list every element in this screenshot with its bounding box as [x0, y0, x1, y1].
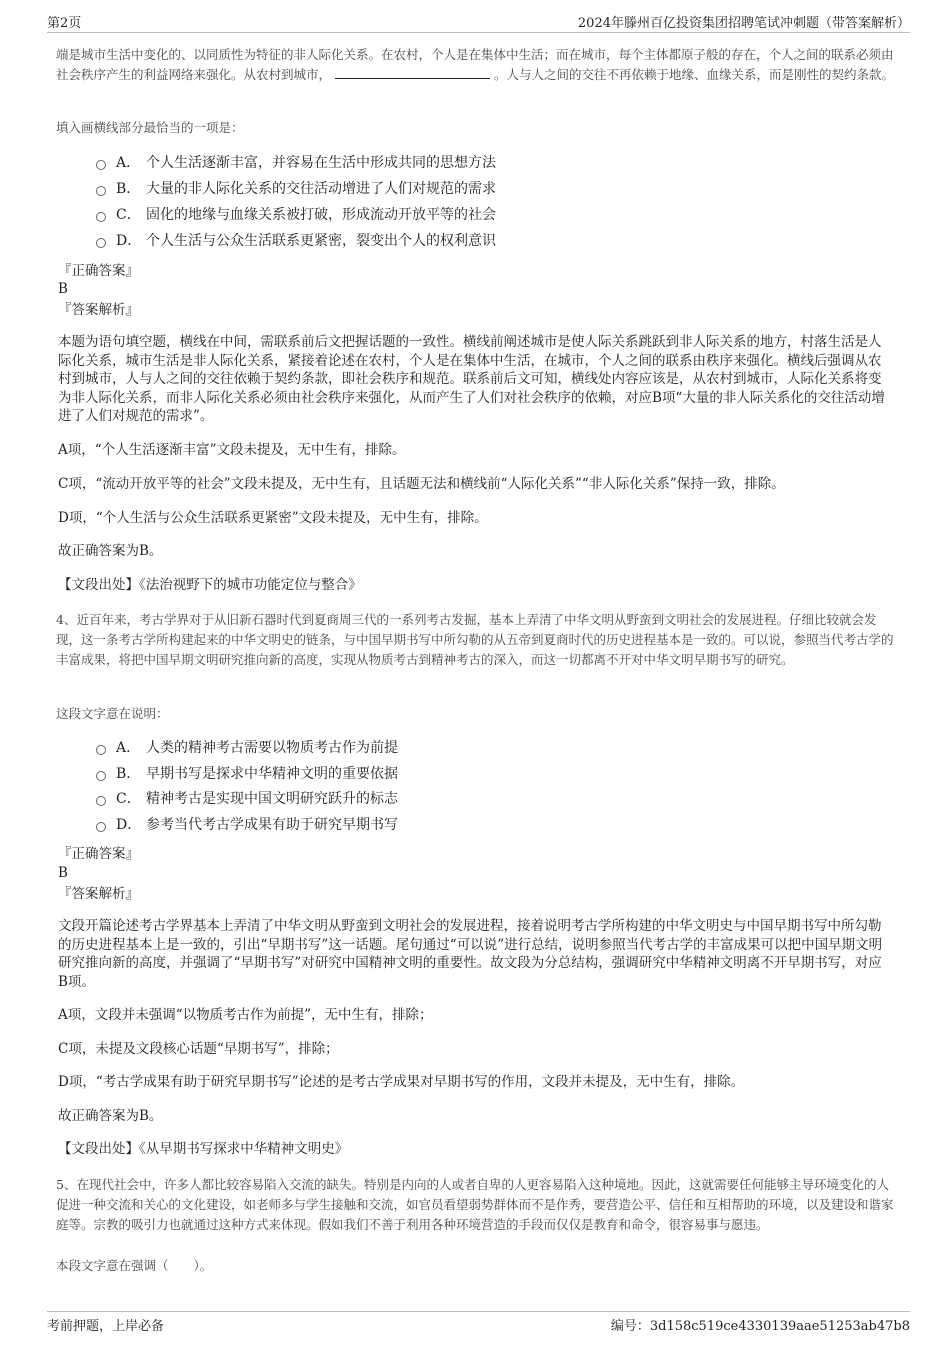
q4-analysis-label: 『答案解析』 — [58, 886, 139, 902]
q4-answer-label: 『正确答案』 — [58, 846, 139, 862]
page-footer — [47, 1311, 910, 1334]
q3-note-c: C项，“流动开放平等的社会”文段未提及，无中生有，且话题无法和横线前“人际化关系”“非人际化关系”保持一致，排除。 — [58, 476, 785, 492]
fill-blank — [335, 66, 490, 79]
q4-option-b[interactable]: B． 早期书写是探求中华精神文明的重要依据 — [96, 764, 398, 784]
q4-source: 【文段出处】《从早期书写探求中华精神文明史》 — [58, 1141, 349, 1157]
q3-analysis: 本题为语句填空题，横线在中间，需联系前后文把握话题的一致性。横线前阐述城市是使人际关系跳跃到非人际关系的地方，村落生活是人际化关系，城市生活是非人际化关系，紧接着论述在农村，个人是在集体中生活，在城市，个人之间的联系由秩序来强化。横线后强调从农村到城市，人与人之间的交往依赖于契约条款，即社会秩序和规范。联系前后文可知，横线处内容应该是，从农村到城市，人际化关系将变为非人际化关系，而非人际化关系必须由社会秩序来强化，从而产生了人们对社会秩序的依赖，对应B项“大量的非人际关系化的交往活动增进了人们对规范的需求”。 — [58, 334, 885, 424]
q3-source: 【文段出处】《法治视野下的城市功能定位与整合》 — [58, 577, 362, 593]
radio-icon[interactable] — [96, 771, 106, 781]
radio-icon[interactable] — [96, 212, 106, 222]
page-number: 第2页 — [47, 16, 82, 31]
q3-analysis-label: 『答案解析』 — [58, 302, 139, 318]
q4-note-d: D项，“考古学成果有助于研究早期书写”论述的是考古学成果对早期书写的作用，文段并未提及，无中生有，排除。 — [58, 1074, 745, 1090]
document-code: 编号：3d158c519ce4330139aae51253ab47b8 — [610, 1319, 910, 1334]
q4-option-d[interactable]: D． 参考当代考古学成果有助于研究早期书写 — [96, 815, 398, 835]
radio-icon[interactable] — [96, 160, 106, 170]
q4-passage: 4、近百年来，考古学界对于从旧新石器时代到夏商周三代的一系列考古发掘，基本上弄清了中华文明从野蛮到文明社会的发展进程。仔细比较就会发现，这一条考古学所构建起来的中华文明史的链条，与中国早期书写中所勾勒的从五帝到夏商时代的历史进程基本是一致的。可以说，参照当代考古学的丰富成果，将把中国早期文明研究推向新的高度，实现从物质考古到精神考古的深入，而这一切都离不开对中华文明早期书写的研究。 — [56, 612, 894, 667]
radio-icon[interactable] — [96, 238, 106, 248]
footer-slogan: 考前押题，上岸必备 — [47, 1319, 165, 1334]
q3-note-a: A项，“个人生活逐渐丰富”文段未提及，无中生有，排除。 — [58, 442, 406, 458]
q4-answer: B — [58, 865, 68, 881]
q3-option-a[interactable]: A． 个人生活逐渐丰富，并容易在生活中形成共同的思想方法 — [96, 153, 496, 173]
q4-analysis: 文段开篇论述考古学界基本上弄清了中华文明从野蛮到文明社会的发展进程，接着说明考古学所构建的中华文明史与中国早期书写中所勾勒的历史进程基本上是一致的，引出“早期书写”这一话题。尾句通过“可以说”进行总结，说明参照当代考古学的丰富成果可以把中国早期文明研究推向新的高度，并强调了“早期书写”对研究中国精神文明的重要性。故文段为分总结构，强调研究中华精神文明离不开早期书写，对应B项。 — [58, 918, 883, 990]
q4-option-a[interactable]: A． 人类的精神考古需要以物质考古作为前提 — [96, 738, 398, 758]
radio-icon[interactable] — [96, 822, 106, 832]
q3-conclusion: 故正确答案为B。 — [58, 543, 163, 559]
document-title: 2024年滕州百亿投资集团招聘笔试冲刺题（带答案解析） — [577, 16, 910, 31]
q5-prompt: 本段文字意在强调（ ）。 — [56, 1258, 213, 1273]
q3-passage: 端是城市生活中变化的、以同质性为特征的非人际化关系。在农村，个人是在集体中生活；而在城市，每个主体都原子般的存在，个人之间的联系必须由社会秩序产生的利益网络来强化。从农村到城市， 。人与人之间的交往不再依赖于地缘、血缘关系，而是刚性的契约条款。 — [56, 47, 895, 82]
q4-prompt: 这段文字意在说明： — [56, 706, 169, 721]
q4-note-c: C项，未提及文段核心话题“早期书写”，排除； — [58, 1041, 339, 1057]
q3-option-d[interactable]: D． 个人生活与公众生活联系更紧密，裂变出个人的权利意识 — [96, 231, 496, 251]
q3-prompt: 填入画横线部分最恰当的一项是： — [56, 120, 244, 135]
page-header — [47, 8, 910, 33]
radio-icon[interactable] — [96, 186, 106, 196]
radio-icon[interactable] — [96, 745, 106, 755]
q3-answer-label: 『正确答案』 — [58, 263, 139, 279]
q4-conclusion: 故正确答案为B。 — [58, 1108, 163, 1124]
q4-note-a: A项，文段并未强调“以物质考古作为前提”，无中生有，排除； — [58, 1007, 433, 1023]
q3-option-c[interactable]: C． 固化的地缘与血缘关系被打破，形成流动开放平等的社会 — [96, 205, 496, 225]
q3-option-b[interactable]: B． 大量的非人际化关系的交往活动增进了人们对规范的需求 — [96, 179, 496, 199]
q3-answer: B — [58, 281, 68, 297]
q4-option-c[interactable]: C． 精神考古是实现中国文明研究跃升的标志 — [96, 789, 398, 809]
radio-icon[interactable] — [96, 796, 106, 806]
q3-note-d: D项，“个人生活与公众生活联系更紧密”文段未提及，无中生有，排除。 — [58, 510, 488, 526]
q5-passage: 5、在现代社会中，许多人都比较容易陷入交流的缺失。特别是内向的人或者自卑的人更容易陷入这种境地。因此，这就需要任何能够主导环境变化的人促进一种交流和关心的文化建设，如老师多与学生接触和交流，如官员看望弱势群体而不是作秀，要营造公平、信任和互相帮助的环境，以及建设和谐家庭等。宗教的吸引力也就通过这种方式来体现。假如我们不善于利用各种环境营造的手段而仅仅是教育和命令，很容易事与愿违。 — [56, 1177, 894, 1232]
